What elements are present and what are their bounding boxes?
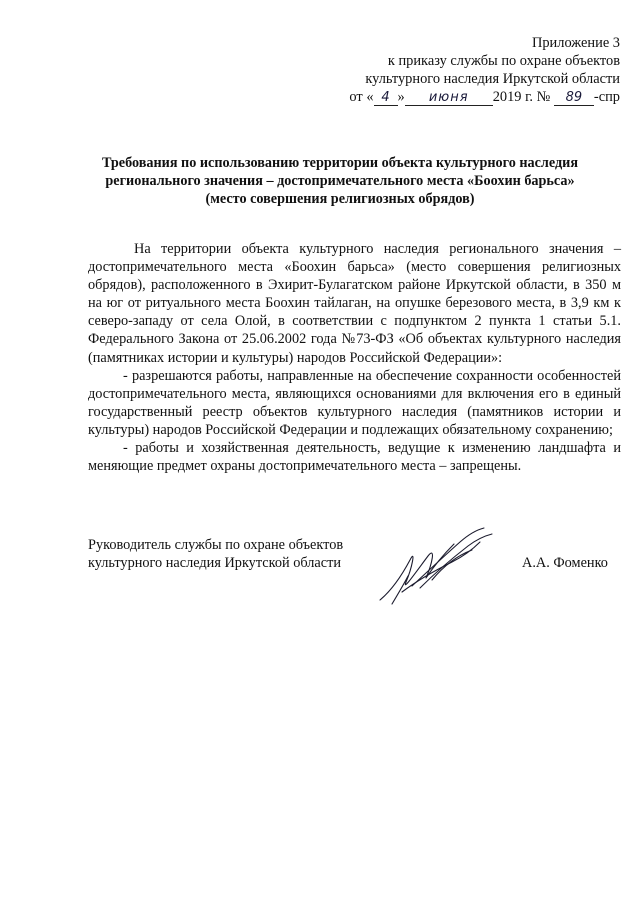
body-item-prohibited: - работы и хозяйственная деятельность, ведущие к изменению ландшафта и меняющие предмет охраны достопримечательного места – запрещены.: [88, 440, 621, 475]
body-item-allowed: - разрешаются работы, направленные на обеспечение сохранности особенностей достопримечательного места, являющихся основаниями для включения его в единый государственный реестр объектов культурного наследия (памятников истории и культуры) народов Российской Федерации и подлежащих обязательному сохранению;: [88, 367, 621, 438]
title-line-2: регионального значения – достопримечательного места «Боохин барьса»: [105, 173, 575, 190]
appendix-date-line: [300, 88, 620, 106]
handwritten-signature: [372, 520, 512, 610]
signer-position: [88, 536, 388, 572]
date-prefix: от «: [349, 89, 374, 105]
body-paragraph-intro: На территории объекта культурного наследия регионального значения – достопримечательного места «Боохин барьса» (место совершения религиозных обрядов), расположенного в Эхирит-Булагатском районе Иркутской области, в 350 м на юг от ритуального места Боохин тайлаган, на опушке березового места, в 3,9 км к северо-западу от села Олой, в соответствии с подпунктом 2 пункта 1 статьи 5.1. Федерального Закона от 25.06.2002 года №73-ФЗ «Об объектах культурного наследия (памятниках истории и культуры) народов Российской Федерации»:: [88, 241, 621, 366]
appendix-authority: культурного наследия Иркутской области: [365, 71, 620, 87]
document-body: [88, 240, 621, 475]
date-day-handwritten: 4: [374, 91, 398, 106]
title-line-1: Требования по использованию территории объекта культурного наследия: [101, 155, 579, 171]
order-suffix: -спр: [593, 89, 620, 105]
title-line-3: (место совершения религиозных обрядов): [205, 191, 475, 208]
date-year: 2019 г. №: [492, 89, 551, 105]
date-month-handwritten: июня: [405, 91, 493, 106]
signer-position-line-2: культурного наследия Иркутской области: [88, 555, 341, 571]
appendix-number: Приложение 3: [531, 35, 620, 51]
signer-position-line-1: Руководитель службы по охране объектов: [88, 537, 344, 553]
document-title: [60, 154, 620, 209]
signer-name: А.А. Фоменко: [522, 555, 608, 571]
date-mid: »: [397, 89, 405, 105]
order-number-handwritten: 89: [554, 91, 594, 106]
appendix-header: [300, 34, 620, 106]
appendix-order-ref: к приказу службы по охране объектов: [387, 53, 620, 69]
